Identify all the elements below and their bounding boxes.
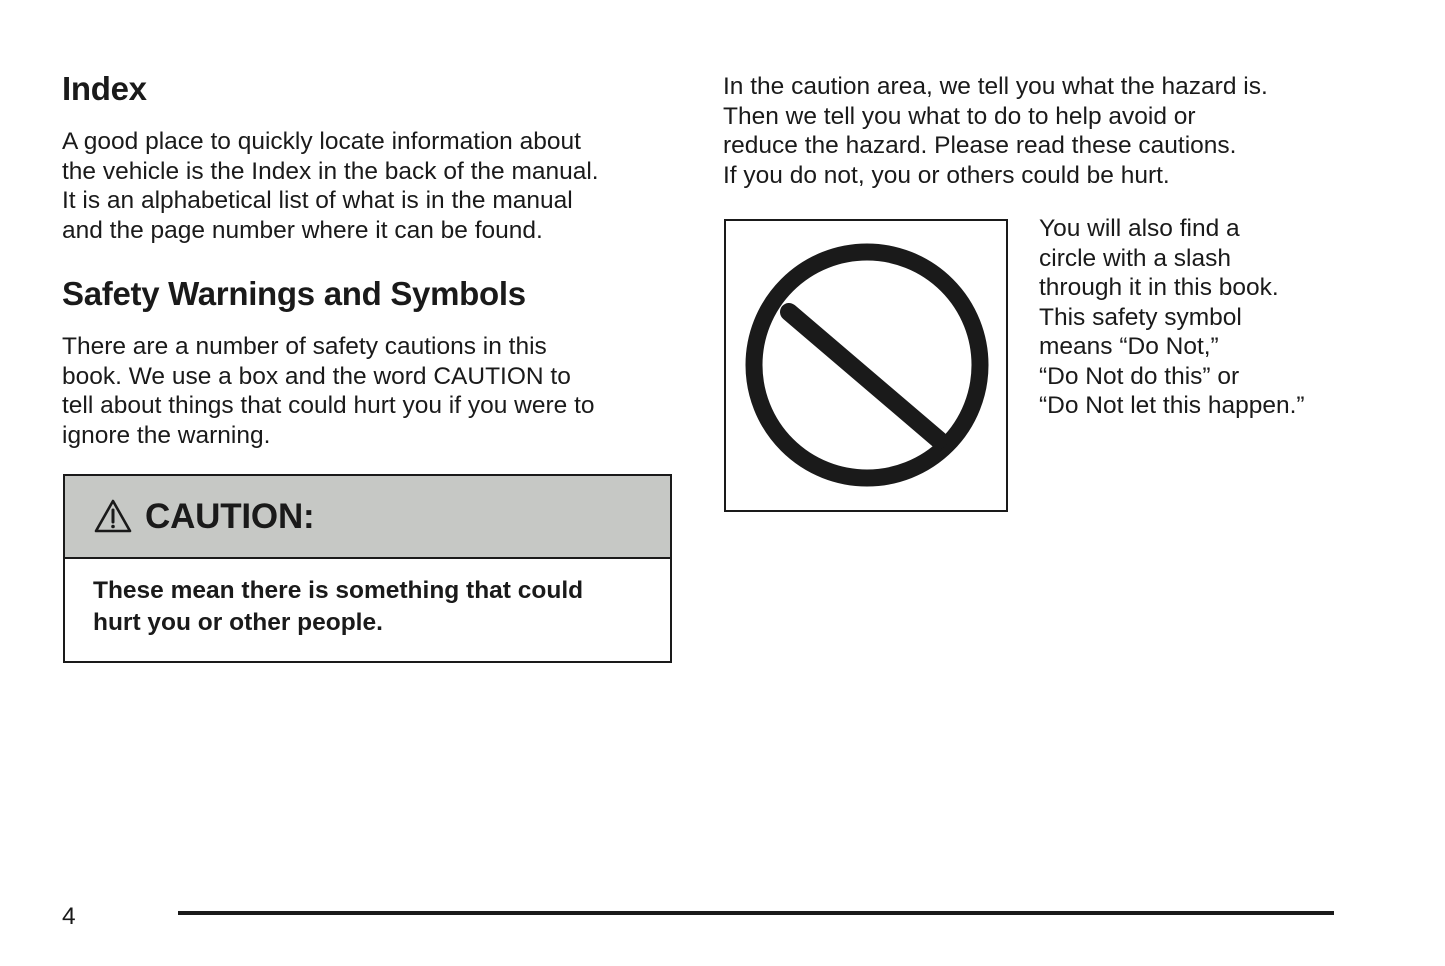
caution-header bbox=[65, 476, 670, 559]
hazard-paragraph: In the caution area, we tell you what the hazard is. Then we tell you what to do to help avoid or reduce the hazard. Please read these cautions. If you do not, you or others could be hurt. bbox=[723, 73, 1268, 189]
warning-triangle-icon bbox=[93, 498, 133, 534]
safety-paragraph: There are a number of safety cautions in this book. We use a box and the word CAUTION to tell about things that could hurt you if you were to ignore the warning. bbox=[62, 333, 595, 449]
safety-heading: Safety Warnings and Symbols bbox=[62, 275, 526, 312]
caution-label: CAUTION: bbox=[145, 496, 315, 536]
symbol-description: You will also find a circle with a slash through it in this book. This safety symbol means “Do Not,” “Do Not do this” or “Do Not let this happen.” bbox=[1039, 215, 1305, 419]
caution-box bbox=[63, 474, 672, 663]
page-number: 4 bbox=[62, 903, 76, 930]
footer-rule bbox=[178, 911, 1334, 915]
index-heading: Index bbox=[62, 70, 147, 107]
symbol-figure bbox=[724, 219, 1008, 512]
caution-text: These mean there is something that could hurt you or other people. bbox=[93, 577, 584, 636]
index-paragraph: A good place to quickly locate information about the vehicle is the Index in the back of the manual. It is an alphabetical list of what is in the manual and the page number where it can be found. bbox=[62, 128, 599, 244]
prohibition-circle-slash-icon bbox=[726, 221, 1006, 510]
